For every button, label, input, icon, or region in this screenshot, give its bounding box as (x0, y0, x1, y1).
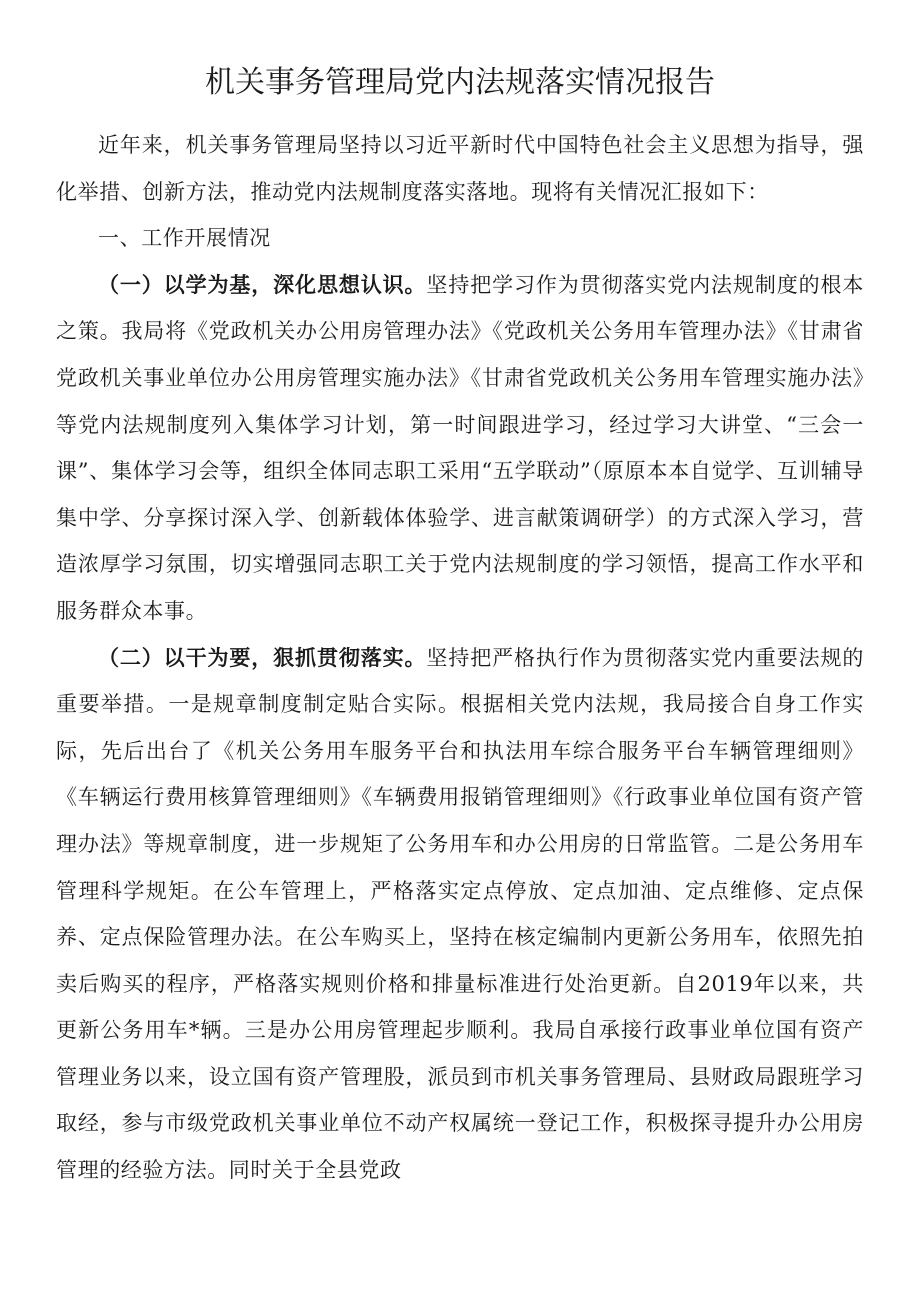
paragraph-lead: （二）以干为要，狠抓贯彻落实。 (98, 645, 427, 670)
paragraph-text: 坚持把严格执行作为贯彻落实党内重要法规的重要举措。一是规章制度制定贴合实际。根据相关党内法规，我局接合自身工作实际，先后出台了《机关公务用车服务平台和执法用车综合服务平台车辆管理细则》《车辆运行费用核算管理细则》《车辆费用报销管理细则》《行政事业单位国有资产管理办法》等规章制度，进一步规矩了公务用车和办公用房的日常监管。二是公务用车管理科学规矩。在公车管理上，严格落实定点停放、定点加油、定点维修、定点保养、定点保险管理办法。在公车购买上，坚持在核定编制内更新公务用车，依照先拍卖后购买的程序，严格落实规则价格和排量标准进行处治更新。自2019年以来，共更新公务用车*辆。三是办公用房管理起步顺利。我局自承接行政事业单位国有资产管理业务以来，设立国有资产管理股，派员到市机关事务管理局、县财政局跟班学习取经，参与市级党政机关事业单位不动产权属统一登记工作，积极探寻提升办公用房管理的经验方法。同时关于全县党政 (56, 645, 865, 1183)
document-body (56, 122, 864, 1194)
paragraph-text: 坚持把学习作为贯彻落实党内法规制度的根本之策。我局将《党政机关办公用房管理办法》《党政机关公务用车管理办法》《甘肃省党政机关事业单位办公用房管理实施办法》《甘肃省党政机关公务用车管理实施办法》等党内法规制度列入集体学习计划，第一时间跟进学习，经过学习大讲堂、“三会一课”、集体学习会等，组织全体同志职工采用“五学联动”（原原本本自觉学、互训辅导集中学、分享探讨深入学、创新载体体验学、进言献策调研学）的方式深入学习，营造浓厚学习氛围，切实增强同志职工关于党内法规制度的学习领悟，提高工作水平和服务群众本事。 (56, 272, 865, 623)
paragraph-lead: （一）以学为基，深化思想认识。 (98, 272, 427, 297)
paragraph-study (56, 262, 864, 635)
document-title: 机关事务管理局党内法规落实情况报告 (205, 65, 715, 100)
section-heading: 一、工作开展情况 (98, 226, 271, 251)
intro-paragraph: 近年来，机关事务管理局坚持以习近平新时代中国特色社会主义思想为指导，强化举措、创新方法，推动党内法规制度落实落地。现将有关情况汇报如下： (56, 133, 864, 204)
paragraph-implementation (56, 635, 864, 1194)
